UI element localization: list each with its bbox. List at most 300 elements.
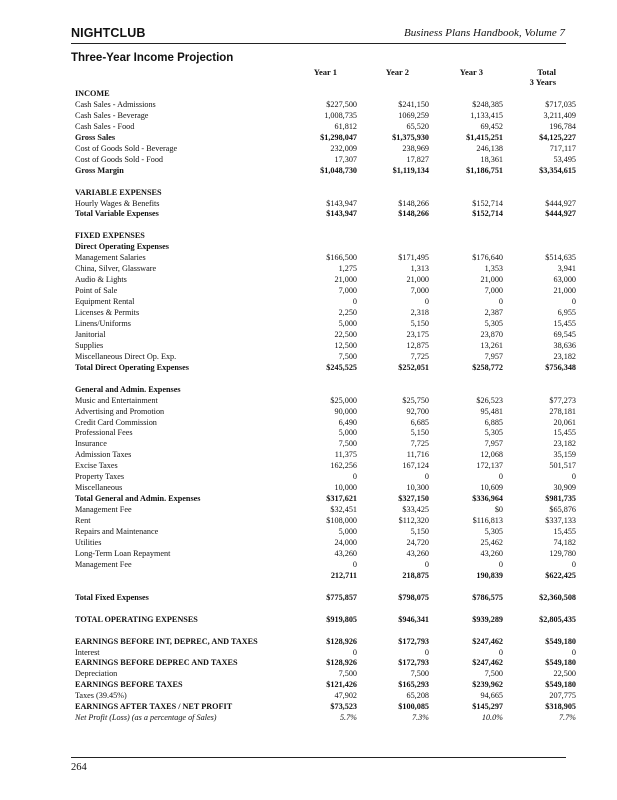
cell-total: 278,181 [549, 406, 576, 416]
row-label: Miscellaneous [75, 483, 123, 493]
cell-total: 717,117 [549, 143, 576, 153]
cell-total: $549,180 [545, 658, 576, 668]
cell-year-1: 6,490 [338, 417, 357, 427]
row-label: Licenses & Permits [75, 308, 140, 317]
cell-year-3: 0 [498, 647, 503, 657]
cell-total: 23,182 [553, 439, 576, 449]
cell-year-2: 0 [424, 297, 429, 306]
table-row [71, 132, 576, 143]
table-row [71, 395, 576, 406]
cell-year-2: 5,150 [410, 318, 429, 328]
cell-total: 15,455 [553, 318, 576, 328]
cell-year-1: 5,000 [338, 428, 357, 438]
cell-year-3: $336,964 [472, 494, 503, 504]
column-header-year-2: Year 2 [385, 67, 409, 77]
table-row [71, 427, 576, 438]
table-row [71, 263, 576, 274]
cell-total: $4,125,227 [539, 132, 576, 142]
row-label: TOTAL OPERATING EXPENSES [75, 614, 198, 624]
row-label: Cash Sales - Admissions [75, 100, 156, 109]
cell-year-2: 43,260 [406, 548, 429, 558]
cell-year-3: $145,297 [472, 702, 503, 712]
table-row [71, 471, 576, 482]
cell-total: $514,635 [545, 253, 576, 263]
cell-total: $549,180 [545, 636, 576, 646]
cell-year-1: 11,375 [334, 450, 357, 460]
cell-year-1: 2,250 [338, 308, 357, 317]
table-row [71, 526, 576, 537]
table-row [71, 679, 576, 690]
cell-total: 22,500 [553, 669, 576, 679]
cell-year-3: $0 [494, 505, 503, 515]
cell-total: 3,211,409 [543, 110, 576, 120]
row-label: Total Fixed Expenses [75, 592, 149, 602]
table-row [71, 668, 576, 679]
cell-total: $337,133 [545, 516, 576, 525]
table-row [71, 537, 576, 548]
cell-year-3: 10,609 [480, 483, 503, 493]
cell-year-3: $247,462 [472, 658, 503, 668]
cell-year-3: $176,640 [472, 253, 503, 263]
cell-total: 0 [571, 297, 576, 306]
cell-total: 0 [571, 647, 576, 657]
cell-year-1: 162,256 [330, 461, 357, 471]
row-label: Advertising and Promotion [75, 406, 165, 416]
cell-year-1: $73,523 [330, 702, 357, 712]
cell-year-3: 7,500 [484, 669, 503, 679]
row-label: Janitorial [75, 329, 106, 339]
table-row [71, 296, 576, 307]
cell-year-1: $245,525 [326, 362, 357, 372]
table-title: Three-Year Income Projection [71, 52, 234, 64]
cell-year-3: 5,305 [484, 318, 503, 328]
row-label: Supplies [75, 340, 104, 350]
column-header-total-line2: 3 Years [529, 77, 556, 87]
cell-year-3: $939,289 [472, 614, 503, 624]
cell-year-2: 218,875 [402, 570, 429, 580]
table-row [71, 614, 576, 625]
cell-year-3: $248,385 [472, 100, 503, 109]
cell-year-1: $143,947 [326, 198, 357, 208]
row-label: Long-Term Loan Repayment [75, 548, 171, 558]
cell-total: 0 [571, 472, 576, 482]
cell-year-2: 65,520 [406, 121, 429, 131]
table-row [71, 647, 576, 658]
cell-year-1: 12,500 [334, 340, 357, 350]
cell-year-2: 5,150 [410, 428, 429, 438]
cell-year-2: $172,793 [398, 636, 429, 646]
cell-year-2: 5,150 [410, 527, 429, 536]
running-header-book-title: Business Plans Handbook, Volume 7 [403, 27, 565, 39]
cell-year-3: 1,133,415 [470, 110, 503, 120]
cell-year-3: 6,885 [484, 417, 503, 427]
table-row [71, 701, 576, 712]
cell-year-3: 172,137 [476, 461, 503, 471]
table-row [71, 285, 576, 296]
cell-year-2: 7,725 [410, 439, 429, 449]
cell-year-3: 5,305 [484, 527, 503, 536]
cell-year-2: $148,266 [398, 209, 429, 219]
cell-year-1: 7,500 [338, 439, 357, 449]
cell-total: 3,941 [557, 264, 576, 274]
row-label: Admission Taxes [75, 450, 132, 460]
row-label: Repairs and Maintenance [75, 527, 159, 536]
cell-year-2: 23,175 [406, 329, 429, 339]
cell-year-1: $227,500 [326, 100, 357, 109]
row-label: Miscellaneous Direct Op. Exp. [75, 351, 177, 361]
table-row [71, 460, 576, 471]
row-label: Direct Operating Expenses [75, 242, 169, 252]
cell-total: $2,360,508 [539, 592, 576, 602]
cell-total: 6,955 [557, 308, 576, 317]
cell-year-2: $148,266 [398, 198, 429, 208]
cell-year-2: 0 [424, 559, 429, 569]
cell-year-1: 21,000 [334, 275, 357, 285]
cell-year-2: 2,318 [410, 308, 429, 317]
cell-year-1: 43,260 [334, 548, 357, 558]
column-header-total [530, 67, 556, 87]
cell-year-2: 1,313 [410, 264, 429, 274]
table-row [71, 318, 576, 329]
cell-year-2: $171,495 [398, 253, 429, 263]
cell-year-1: 7,000 [338, 286, 357, 296]
row-label: Cash Sales - Beverage [75, 110, 149, 120]
cell-year-3: 95,481 [480, 406, 503, 416]
row-label: Credit Card Commission [75, 417, 157, 427]
table-row [71, 482, 576, 493]
table-row [71, 570, 576, 581]
row-label: Professional Fees [75, 428, 133, 438]
cell-total: $77,273 [549, 395, 576, 405]
cell-year-1: 0 [352, 559, 357, 569]
cell-year-3: $152,714 [472, 209, 503, 219]
row-label: General and Admin. Expenses [75, 384, 181, 394]
row-label: Equipment Rental [75, 297, 135, 306]
cell-year-3: $1,186,751 [466, 165, 503, 175]
cell-total: 21,000 [553, 286, 576, 296]
row-label: Hourly Wages & Benefits [75, 198, 160, 208]
cell-year-1: 5,000 [338, 318, 357, 328]
column-header-year-3: Year 3 [459, 67, 483, 77]
cell-year-2: 24,720 [406, 537, 429, 547]
footer-rule [71, 757, 566, 758]
cell-year-2: 167,124 [402, 461, 429, 471]
row-label: EARNINGS BEFORE INT, DEPREC, AND TAXES [75, 636, 258, 646]
cell-year-3: 7,000 [484, 286, 503, 296]
table-row [71, 274, 576, 285]
cell-year-1: $128,926 [326, 658, 357, 668]
row-label: Insurance [75, 439, 107, 449]
row-label: Management Salaries [75, 253, 146, 263]
row-label: Cost of Goods Sold - Food [75, 154, 164, 164]
cell-year-1: $32,451 [330, 505, 357, 515]
cell-total: 15,455 [553, 527, 576, 536]
cell-year-3: $247,462 [472, 636, 503, 646]
table-row [71, 592, 576, 603]
cell-year-2: 12,875 [406, 340, 429, 350]
cell-year-1: $128,926 [326, 636, 357, 646]
cell-total: $3,354,615 [539, 165, 576, 175]
cell-year-2: 7.3% [411, 713, 429, 723]
cell-year-2: 0 [424, 472, 429, 482]
cell-year-3: $152,714 [472, 198, 503, 208]
cell-total: $622,425 [545, 570, 576, 580]
column-header-total-line1: Total [537, 67, 556, 77]
table-row [71, 417, 576, 428]
table-row [71, 406, 576, 417]
row-label: Gross Sales [75, 132, 116, 142]
cell-year-2: $327,150 [398, 494, 429, 504]
cell-year-3: 2,387 [484, 308, 503, 317]
cell-total: 74,182 [553, 537, 576, 547]
table-row [71, 362, 576, 373]
cell-year-1: 47,902 [334, 691, 357, 701]
cell-year-1: $25,000 [330, 395, 357, 405]
cell-year-3: 0 [498, 472, 503, 482]
cell-year-3: 7,957 [484, 439, 503, 449]
cell-total: 0 [571, 559, 576, 569]
table-row [71, 143, 576, 154]
table-row [71, 198, 576, 209]
cell-year-1: 7,500 [338, 669, 357, 679]
cell-year-3: 13,261 [480, 340, 503, 350]
table-row [71, 208, 576, 219]
cell-year-3: $786,575 [472, 592, 503, 602]
cell-year-3: 23,870 [480, 329, 503, 339]
cell-year-2: 0 [424, 647, 429, 657]
cell-year-2: 7,000 [410, 286, 429, 296]
cell-total: $444,927 [545, 209, 576, 219]
row-label: EARNINGS AFTER TAXES / NET PROFIT [75, 702, 233, 712]
cell-year-3: 190,839 [476, 570, 503, 580]
cell-year-3: 21,000 [480, 275, 503, 285]
cell-year-2: 11,716 [406, 450, 429, 460]
cell-year-2: 17,827 [406, 154, 429, 164]
cell-year-3: 7,957 [484, 351, 503, 361]
table-row [71, 252, 576, 263]
cell-year-2: $172,793 [398, 658, 429, 668]
cell-year-2: 6,685 [410, 417, 429, 427]
cell-year-1: 0 [352, 647, 357, 657]
cell-year-1: 0 [352, 472, 357, 482]
cell-year-3: 0 [498, 297, 503, 306]
cell-year-3: 0 [498, 559, 503, 569]
row-label: Utilities [75, 537, 102, 547]
cell-total: 7.7% [558, 713, 576, 723]
cell-year-2: $165,293 [398, 680, 429, 690]
cell-year-3: 43,260 [480, 548, 503, 558]
row-label: VARIABLE EXPENSES [75, 187, 162, 197]
cell-total: 501,517 [549, 461, 576, 471]
row-label: China, Silver, Glassware [75, 264, 157, 274]
cell-total: 69,545 [553, 329, 576, 339]
cell-total: 35,159 [553, 450, 576, 460]
cell-year-1: 0 [352, 297, 357, 306]
cell-total: 196,784 [549, 121, 576, 131]
cell-year-2: $100,085 [398, 702, 429, 712]
cell-total: 53,495 [553, 154, 576, 164]
cell-year-3: 94,665 [480, 691, 503, 701]
row-label: Depreciation [75, 669, 118, 679]
cell-year-1: 212,711 [330, 570, 357, 580]
table-row [71, 307, 576, 318]
table-row [71, 121, 576, 132]
cell-year-3: $239,962 [472, 680, 503, 690]
row-label: Interest [75, 647, 100, 657]
cell-total: $717,035 [545, 100, 576, 109]
row-label: Total General and Admin. Expenses [75, 494, 201, 504]
table-row [71, 187, 566, 198]
row-label: FIXED EXPENSES [75, 231, 145, 241]
header-rule [71, 43, 566, 44]
cell-total: $549,180 [545, 680, 576, 690]
table-row [71, 340, 576, 351]
row-label: INCOME [75, 89, 110, 98]
table-row [71, 384, 566, 395]
row-label: Linens/Uniforms [75, 318, 131, 328]
cell-total: 30,909 [553, 483, 576, 493]
cell-year-1: 90,000 [334, 406, 357, 416]
row-label: EARNINGS BEFORE DEPREC AND TAXES [75, 658, 238, 668]
cell-year-1: $121,426 [326, 680, 357, 690]
page-number: 264 [71, 762, 87, 773]
cell-year-1: $775,857 [326, 592, 357, 602]
table-row [71, 241, 566, 252]
row-label: Point of Sale [75, 286, 118, 296]
row-label: Management Fee [75, 505, 132, 515]
row-label: Total Variable Expenses [75, 209, 159, 219]
cell-year-1: 24,000 [334, 537, 357, 547]
cell-year-2: 1069,259 [398, 110, 429, 120]
row-label: Excise Taxes [75, 461, 118, 471]
cell-year-3: $26,523 [476, 395, 503, 405]
cell-total: $318,905 [545, 702, 576, 712]
row-label: Net Profit (Loss) (as a percentage of Sales) [75, 713, 217, 723]
table-row [71, 88, 566, 99]
table-row [71, 230, 566, 241]
cell-year-3: 5,305 [484, 428, 503, 438]
cell-year-2: 7,500 [410, 669, 429, 679]
row-label: Music and Entertainment [75, 395, 158, 405]
cell-year-1: 5,000 [338, 527, 357, 536]
row-label: Cash Sales - Food [75, 121, 135, 131]
table-row [71, 690, 576, 701]
cell-year-3: 10.0% [481, 713, 503, 723]
cell-year-2: 92,700 [406, 406, 429, 416]
table-row [71, 438, 576, 449]
table-row [71, 154, 576, 165]
cell-year-2: 7,725 [410, 351, 429, 361]
cell-total: $756,348 [545, 362, 576, 372]
cell-total: $981,735 [545, 494, 576, 504]
cell-total: $65,876 [549, 505, 576, 515]
cell-year-1: 1,275 [338, 264, 357, 274]
row-label: Rent [75, 516, 91, 525]
cell-year-1: 232,009 [330, 143, 357, 153]
cell-year-1: $1,298,047 [320, 132, 357, 142]
cell-year-3: 246,138 [476, 143, 503, 153]
cell-year-2: 65,208 [406, 691, 429, 701]
cell-year-1: 1,008,735 [324, 110, 357, 120]
row-label: Taxes (39.45%) [75, 691, 127, 701]
cell-year-1: $166,500 [326, 253, 357, 263]
cell-year-2: $25,750 [402, 395, 429, 405]
cell-total: $2,805,435 [539, 614, 576, 624]
cell-year-1: $143,947 [326, 209, 357, 219]
cell-year-1: $919,805 [326, 614, 357, 624]
cell-year-3: 1,353 [484, 264, 503, 274]
table-row [71, 351, 576, 362]
table-row [71, 165, 576, 176]
cell-year-1: 5.7% [339, 713, 357, 723]
cell-year-3: $258,772 [472, 362, 503, 372]
table-row [71, 657, 576, 668]
cell-year-2: $1,119,134 [392, 165, 429, 175]
cell-year-1: $1,048,730 [320, 165, 357, 175]
cell-year-2: 21,000 [406, 275, 429, 285]
cell-total: 15,455 [553, 428, 576, 438]
cell-total: 20,061 [553, 417, 576, 427]
row-label: Audio & Lights [75, 275, 127, 285]
cell-year-2: $252,051 [398, 362, 429, 372]
row-label: Property Taxes [75, 472, 125, 482]
table-row [71, 636, 576, 647]
table-row [71, 559, 576, 570]
row-label: Cost of Goods Sold - Beverage [75, 143, 178, 153]
cell-year-1: 17,307 [334, 154, 357, 164]
cell-year-3: $1,415,251 [466, 132, 503, 142]
cell-total: 63,000 [553, 275, 576, 285]
cell-year-1: $108,000 [326, 516, 357, 525]
table-row [71, 504, 576, 515]
cell-year-1: 22,500 [334, 329, 357, 339]
cell-total: 23,182 [553, 351, 576, 361]
cell-year-2: $1,375,930 [392, 132, 429, 142]
cell-year-1: 7,500 [338, 351, 357, 361]
cell-year-2: 10,300 [406, 483, 429, 493]
cell-year-3: 25,462 [480, 537, 503, 547]
table-row [71, 99, 576, 110]
cell-total: 38,636 [553, 340, 576, 350]
table-row [71, 329, 576, 340]
cell-year-3: 18,361 [480, 154, 503, 164]
cell-year-2: $946,341 [398, 614, 429, 624]
table-row [71, 449, 576, 460]
row-label: EARNINGS BEFORE TAXES [75, 680, 183, 690]
table-row [71, 712, 576, 723]
cell-year-2: $241,150 [398, 100, 429, 109]
table-row [71, 548, 576, 559]
cell-year-2: $798,075 [398, 592, 429, 602]
cell-year-3: $116,813 [472, 516, 503, 525]
cell-year-1: 61,812 [334, 121, 357, 131]
cell-year-2: $33,425 [402, 505, 429, 515]
running-header-section: NIGHTCLUB [71, 26, 146, 40]
table-row [71, 110, 576, 121]
cell-year-3: 12,068 [480, 450, 503, 460]
column-header-year-1: Year 1 [313, 67, 337, 77]
row-label: Total Direct Operating Expenses [75, 362, 189, 372]
row-label: Gross Margin [75, 165, 124, 175]
cell-year-2: 238,969 [402, 143, 429, 153]
cell-year-2: $112,320 [398, 516, 429, 525]
table-row [71, 515, 576, 526]
cell-year-1: $317,621 [326, 494, 357, 504]
row-label: Management Fee [75, 559, 132, 569]
cell-total: 207,775 [549, 691, 576, 701]
cell-year-3: 69,452 [480, 121, 503, 131]
table-row [71, 493, 576, 504]
